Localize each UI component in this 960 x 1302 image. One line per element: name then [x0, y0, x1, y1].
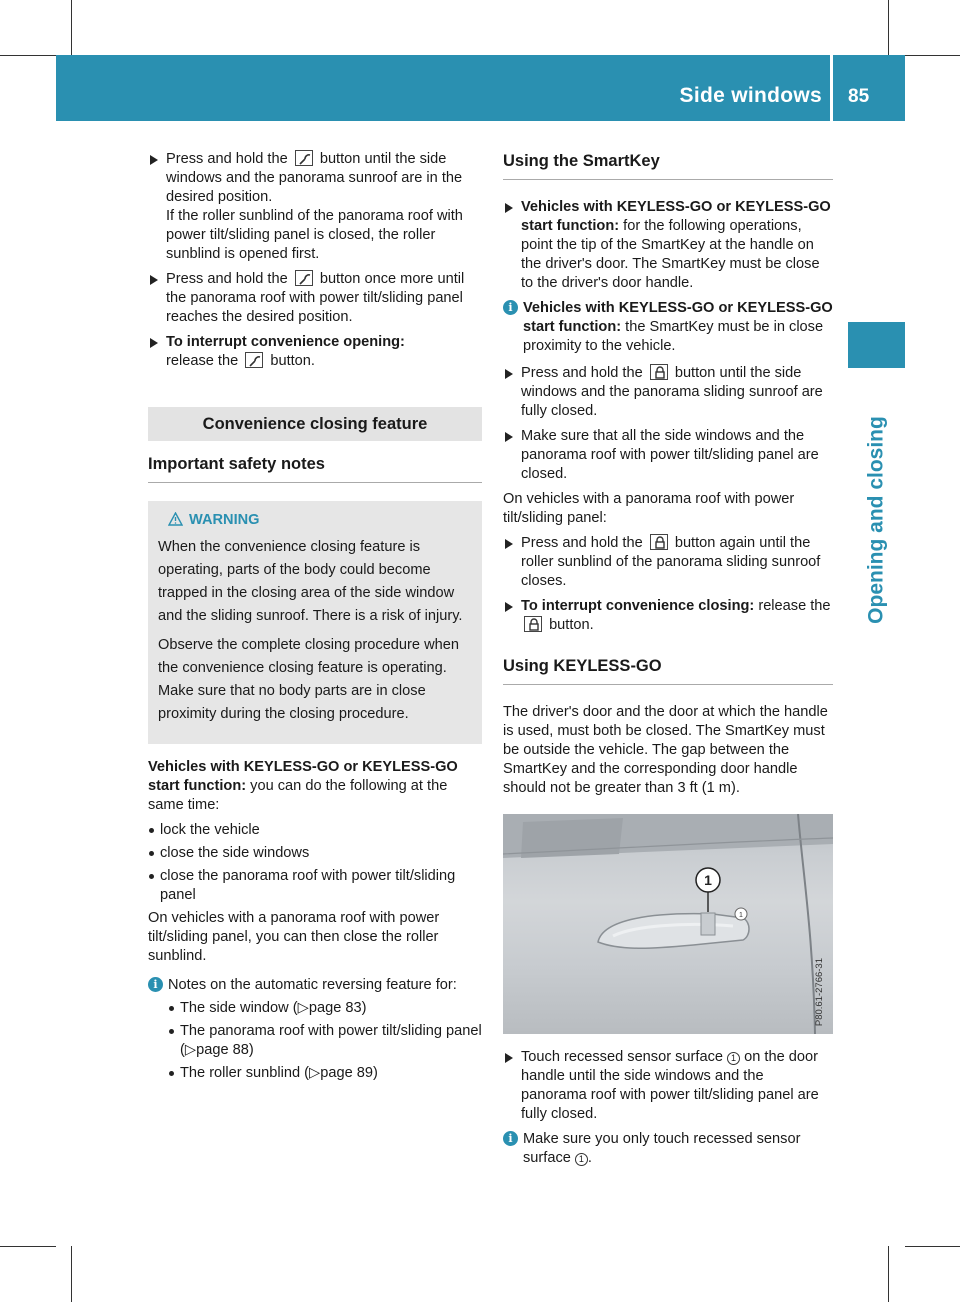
unlock-icon	[245, 352, 263, 368]
section-title: Using KEYLESS-GO	[503, 657, 833, 685]
list-item: close the side windows	[148, 844, 482, 863]
info-icon: i	[503, 300, 518, 315]
step-item: Press and hold the button again until the roller sunblind of the panorama sliding sunroof closes.	[503, 534, 833, 591]
crop-mark	[888, 0, 889, 56]
chapter-title: Opening and closing	[864, 416, 888, 624]
page-ref-arrow-icon: ▷	[297, 1000, 309, 1016]
warning-icon	[168, 511, 183, 534]
step-item: Make sure that all the side windows and the panorama roof with power tilt/sliding panel are closed.	[503, 427, 833, 484]
callout-number: 1	[727, 1052, 740, 1065]
crop-mark	[0, 1246, 56, 1247]
info-note: i Vehicles with KEYLESS-GO or KEYLESS-GO start function: the SmartKey must be in close proximity to the vehicle.	[503, 299, 833, 356]
step-item: Vehicles with KEYLESS-GO or KEYLESS-GO start function: for the following operations, point the tip of the SmartKey at the handle on the driver's door. The SmartKey must be close to the driver's door handle.	[503, 198, 833, 293]
info-icon: i	[148, 977, 163, 992]
list-item: close the panorama roof with power tilt/sliding panel	[148, 867, 482, 905]
figure-code: P80.61-2766-31	[814, 957, 825, 1026]
warning-text: When the convenience closing feature is operating, parts of the body could become trapped in the closing area of the side window and the sliding sunroof. There is a risk of injury.	[158, 539, 463, 624]
paragraph: Vehicles with KEYLESS-GO or KEYLESS-GO start function: you can do the following at the same time:	[148, 759, 458, 813]
chapter-tab-marker	[848, 322, 905, 368]
lock-icon	[524, 616, 542, 632]
paragraph: On vehicles with a panorama roof with power tilt/sliding panel, you can then close the roller sunblind.	[148, 910, 440, 964]
step-extra-text: If the roller sunblind of the panorama roof with power tilt/sliding panel is closed, the roller sunblind is opened first.	[166, 208, 463, 262]
right-column	[503, 150, 833, 1176]
crop-mark	[0, 55, 56, 56]
crop-mark	[888, 1246, 889, 1302]
info-icon: i	[503, 1131, 518, 1146]
step-item: Touch recessed sensor surface 1 on the door handle until the side windows and the panorama roof with power tilt/sliding panel are fully closed.	[503, 1048, 833, 1124]
callout-number: 1	[575, 1153, 588, 1166]
info-note: i Notes on the automatic reversing feature for: The side window (▷page 83) The panorama roof with power tilt/sliding panel (▷page 88) The roller sunblind (▷page 89)	[148, 976, 482, 1083]
page-section-title: Side windows	[679, 84, 822, 107]
crop-mark	[905, 1246, 960, 1247]
step-item: Press and hold the button until the side windows and the panorama sliding sunroof are fully closed.	[503, 364, 833, 421]
header-divider	[830, 55, 833, 121]
lock-icon	[650, 534, 668, 550]
list-item: The side window (▷page 83)	[168, 999, 482, 1018]
info-list	[168, 999, 482, 1083]
paragraph: On vehicles with a panorama roof with power tilt/sliding panel:	[503, 491, 795, 526]
info-note: i Make sure you only touch recessed sensor surface 1 .	[503, 1130, 833, 1168]
door-handle-illustration	[503, 814, 833, 1034]
unlock-icon	[295, 270, 313, 286]
lock-icon	[650, 364, 668, 380]
list-item: lock the vehicle	[148, 821, 482, 840]
unlock-icon	[295, 150, 313, 166]
door-handle-photo	[503, 814, 833, 1034]
warning-title: WARNING	[158, 509, 474, 534]
list-item: The panorama roof with power tilt/sliding panel (▷page 88)	[168, 1022, 482, 1060]
step-item: Press and hold the button once more until the panorama roof with power tilt/sliding panel reaches the desired position.	[148, 270, 482, 327]
page-ref-arrow-icon: ▷	[308, 1065, 321, 1081]
section-title: Using the SmartKey	[503, 152, 833, 180]
paragraph: The driver's door and the door at which the handle is used, must both be closed. The SmartKey must be outside the vehicle. The gap between the SmartKey and the corresponding door handle should not be greater than 3 ft (1 m).	[503, 704, 828, 796]
page-number: 85	[848, 86, 870, 107]
section-title: Important safety notes	[148, 455, 482, 483]
crop-mark	[71, 0, 72, 56]
list-item: The roller sunblind (▷page 89)	[168, 1064, 482, 1083]
step-item: To interrupt convenience opening: release the button.	[148, 333, 482, 371]
section-heading-gray: Convenience closing feature	[148, 407, 482, 441]
photo-callout: 1	[704, 872, 712, 888]
step-item: To interrupt convenience closing: release the button.	[503, 597, 833, 635]
step-heading: To interrupt convenience opening:	[166, 334, 405, 350]
page-ref-arrow-icon: ▷	[184, 1042, 197, 1058]
crop-mark	[905, 55, 960, 56]
handle-marker: 1	[739, 912, 743, 919]
left-column	[148, 150, 482, 1091]
warning-text: Observe the complete closing procedure when the convenience closing feature is operating. Make sure that no body parts are in close proximity during the closing procedure.	[158, 637, 459, 722]
crop-mark	[71, 1246, 72, 1302]
warning-box	[148, 501, 482, 744]
step-item: Press and hold the button until the side windows and the panorama sunroof are in the desired position. If the roller sunblind of the panorama roof with power tilt/sliding panel is closed, the roller sunblind is opened first.	[148, 150, 482, 264]
